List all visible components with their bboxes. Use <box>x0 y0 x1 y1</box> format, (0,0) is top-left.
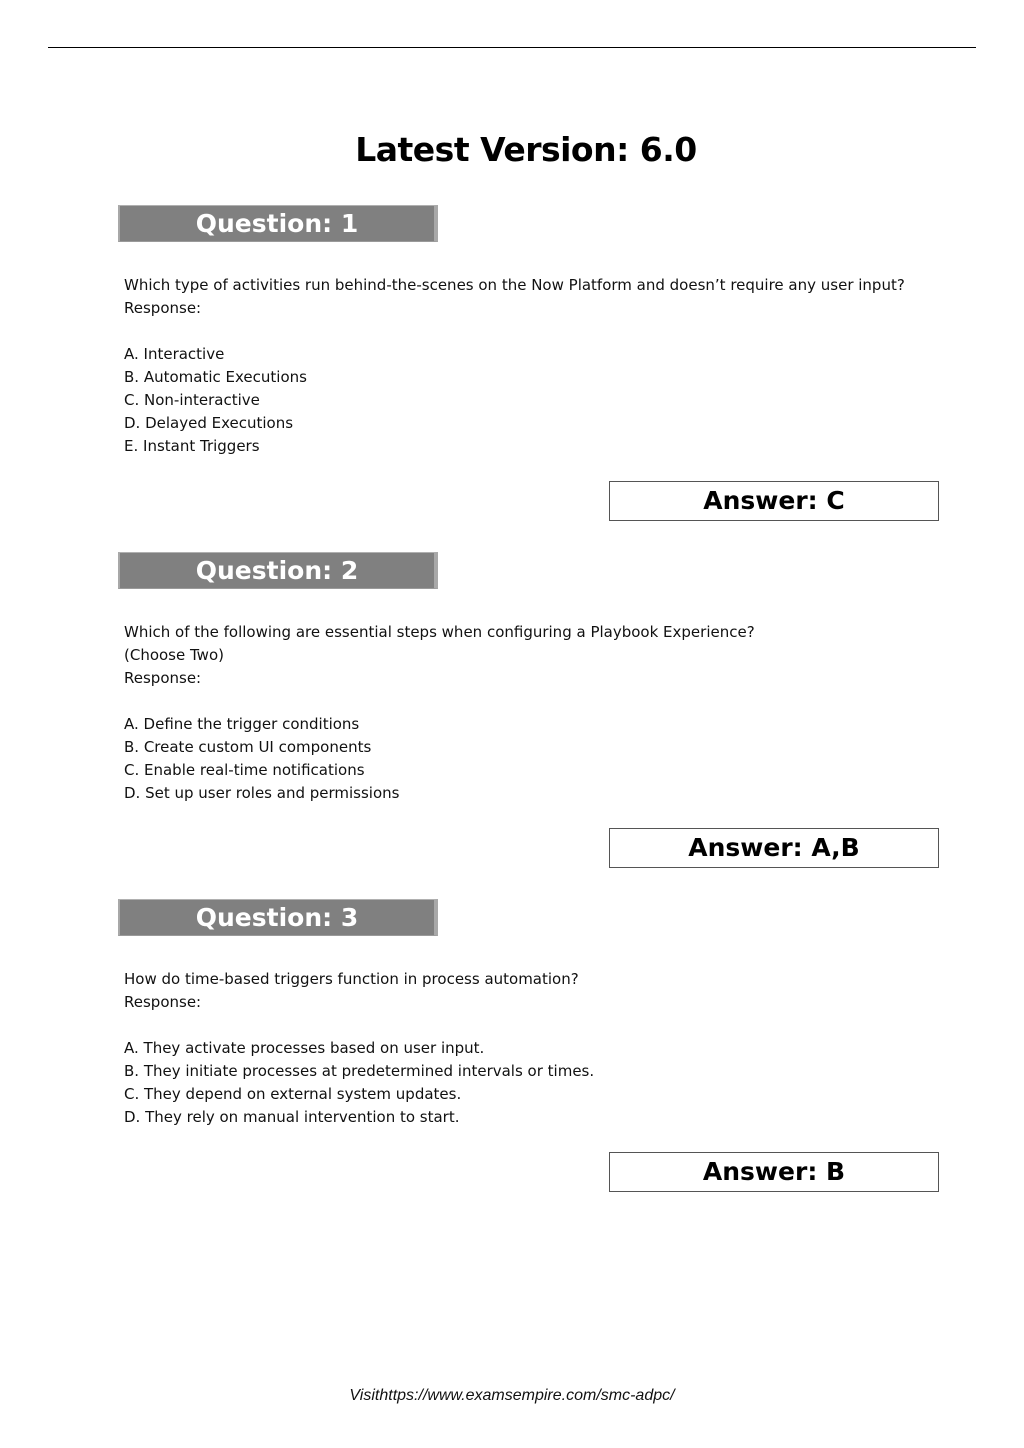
question-2-option-d: D. Set up user roles and permissions <box>124 784 400 802</box>
question-3-option-b: B. They initiate processes at predetermined intervals or times. <box>124 1062 595 1080</box>
question-1-prompt: Which type of activities run behind-the-scenes on the Now Platform and doesn’t require any user input? <box>124 276 905 294</box>
question-1-header <box>118 205 438 242</box>
question-1-option-a: A. Interactive <box>124 345 225 363</box>
question-1-option-d: D. Delayed Executions <box>124 414 294 432</box>
top-divider <box>48 47 976 48</box>
question-3-header <box>118 899 438 936</box>
question-3-prompt: How do time-based triggers function in process automation? <box>124 970 579 988</box>
question-1-header-label: Question: 1 <box>195 209 359 238</box>
question-3-body <box>124 968 944 1129</box>
question-1-option-b: B. Automatic Executions <box>124 368 307 386</box>
question-1-option-c: C. Non-interactive <box>124 391 260 409</box>
document-title: Latest Version: 6.0 <box>355 130 697 169</box>
question-3-answer: Answer: B <box>609 1152 939 1192</box>
question-2-response-label: Response: <box>124 669 202 687</box>
question-2-answer: Answer: A,B <box>609 828 939 868</box>
question-2-header <box>118 552 438 589</box>
question-2-body <box>124 621 944 805</box>
question-1-answer: Answer: C <box>609 481 939 521</box>
question-2-option-b: B. Create custom UI components <box>124 738 372 756</box>
question-3-option-a: A. They activate processes based on user input. <box>124 1039 485 1057</box>
question-3-option-c: C. They depend on external system updates. <box>124 1085 462 1103</box>
question-2-prompt: Which of the following are essential steps when configuring a Playbook Experience? <box>124 623 755 641</box>
question-2-choose-note: (Choose Two) <box>124 646 224 664</box>
question-2-option-c: C. Enable real-time notifications <box>124 761 365 779</box>
question-3-response-label: Response: <box>124 993 202 1011</box>
question-3-option-d: D. They rely on manual intervention to start. <box>124 1108 460 1126</box>
question-1-response-label: Response: <box>124 299 202 317</box>
question-2-header-label: Question: 2 <box>195 556 359 585</box>
footer-link-text[interactable]: Visithttps://www.examsempire.com/smc-adpc/ <box>349 1387 675 1404</box>
question-2-option-a: A. Define the trigger conditions <box>124 715 360 733</box>
question-1-option-e: E. Instant Triggers <box>124 437 260 455</box>
question-1-body <box>124 274 944 458</box>
question-3-header-label: Question: 3 <box>195 903 359 932</box>
